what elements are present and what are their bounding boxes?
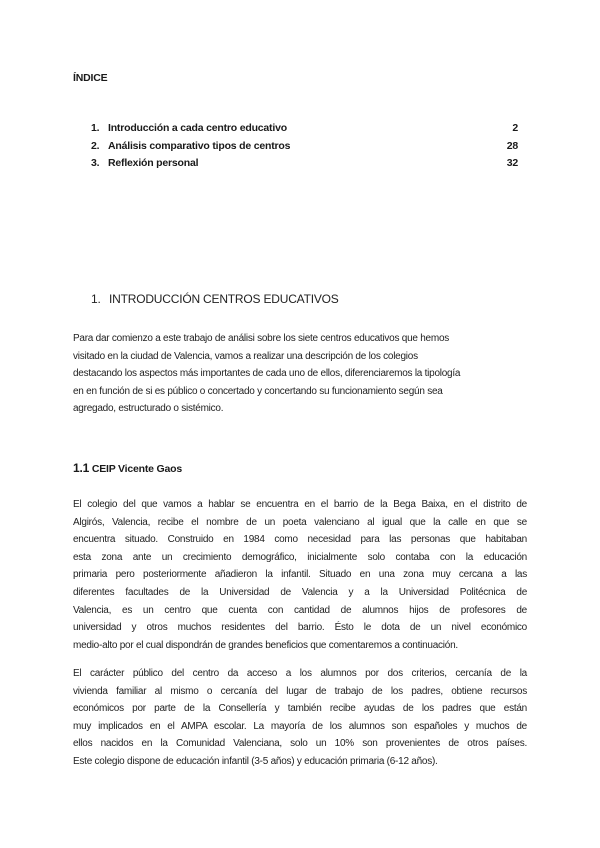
toc-item-number: 3. [91, 157, 100, 169]
toc-item-number: 2. [91, 139, 100, 152]
toc-item-page: 28 [506, 139, 518, 152]
paragraph-line: primaria pero posteriormente añadieron la infantil. Situado en una zona muy cercana a las [73, 569, 527, 581]
paragraph-line: económicos por parte de la Consellería y también recibe ayudas de los padres que están [73, 703, 527, 715]
section-1-1-heading [73, 461, 182, 475]
toc-item-page: 32 [506, 157, 518, 169]
paragraph-line: medio-alto por el cual dispondrán de grandes beneficios que comentaremos a continuación. [73, 639, 458, 651]
paragraph-line: ellos nacidos en la Comunidad Valenciana, solo un 10% son provenientes de otros países. [73, 738, 527, 750]
toc-item-1[interactable] [91, 122, 518, 140]
paragraph-line: Para dar comienzo a este trabajo de análisi sobre los siete centros educativos que hemos [73, 333, 450, 344]
toc-item-3[interactable] [91, 157, 518, 175]
paragraph-line: destacando los aspectos más importantes de cada uno de ellos, diferenciaremos la tipología [73, 368, 461, 380]
toc-item-text: Análisis comparativo tipos de centros [108, 139, 291, 152]
paragraph-line: agregado, estructurado o sistémico. [73, 403, 224, 415]
paragraph-line: visitado en la ciudad de Valencia, vamos a realizar una descripción de los colegios [73, 350, 418, 362]
paragraph-line: vivienda familiar al mismo o cercanía del lugar de trabajo de los padres, obtiene recursos [73, 685, 527, 697]
section-1-1-paragraph-2 [73, 665, 527, 771]
paragraph-line: en en función de si es público o concertado y concertando su funcionamiento según sea [73, 385, 443, 397]
section-1-1-paragraph-1 [73, 496, 527, 654]
paragraph-line: El carácter público del centro da acceso a los alumnos por dos criterios, cercanía de la [73, 668, 527, 679]
paragraph-line: encuentra situado. Construido en 1984 como necesidad para las personas que habitaban [73, 534, 527, 546]
toc-item-text: Introducción a cada centro educativo [108, 122, 287, 134]
section-1-1-title: CEIP Vicente Gaos [91, 463, 182, 475]
toc-item-page: 2 [512, 122, 518, 134]
paragraph-line: Algirós, Valencia, recibe el nombre de un poeta valenciano al igual que la calle en que se [73, 516, 527, 528]
paragraph-line: diferentes facultades de la Universidad de Valencia y a la Universidad Politécnica de [73, 586, 527, 598]
section-1-number: 1. [91, 292, 101, 306]
section-1-1-number: 1.1 [73, 461, 90, 475]
index-title: ÍNDICE [73, 72, 108, 84]
paragraph-line: universidad y otros muchos residentes del barrio. Ésto le dota de un nivel económico [73, 622, 527, 634]
paragraph-line: Este colegio dispone de educación infantil (3-5 años) y educación primaria (6-12 años). [73, 755, 438, 767]
paragraph-line: El colegio del que vamos a hablar se encuentra en el barrio de la Bega Baixa, en el distrito de [73, 499, 527, 510]
section-1-paragraph [73, 330, 527, 418]
toc-item-text: Reflexión personal [108, 157, 199, 169]
paragraph-line: esta zona ante un crecimiento demográfico, inicialmente solo contaba con la educación [73, 551, 527, 563]
toc-item-number: 1. [91, 122, 100, 134]
table-of-contents [91, 122, 518, 175]
toc-item-2[interactable] [91, 140, 518, 158]
section-1-title: INTRODUCCIÓN CENTROS EDUCATIVOS [109, 292, 339, 306]
paragraph-line: muy implicados en el AMPA escolar. La mayoría de los alumnos son españoles y muchos de [73, 720, 527, 732]
paragraph-line: Valencia, es un centro que cuenta con cantidad de alumnos hijos de profesores de [73, 604, 527, 616]
section-1-heading [91, 292, 339, 306]
